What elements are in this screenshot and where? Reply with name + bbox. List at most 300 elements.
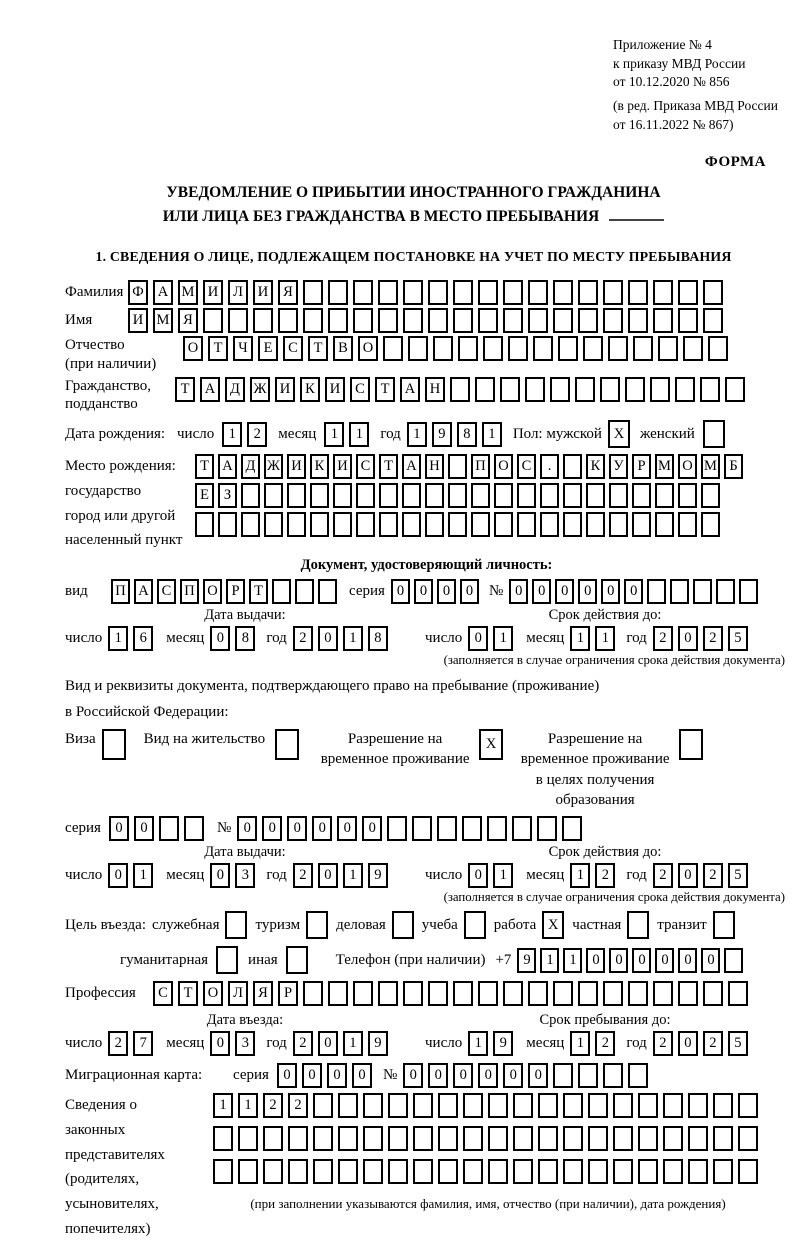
char-box[interactable]: 9 xyxy=(368,1031,388,1056)
char-box[interactable] xyxy=(713,1093,733,1118)
char-box[interactable] xyxy=(463,1159,483,1184)
char-box[interactable] xyxy=(563,512,582,537)
char-box[interactable] xyxy=(363,1093,383,1118)
char-box[interactable] xyxy=(438,1093,458,1118)
char-box[interactable]: М xyxy=(701,454,720,479)
char-box[interactable] xyxy=(303,308,323,333)
char-box[interactable]: А xyxy=(218,454,237,479)
char-box[interactable] xyxy=(388,1159,408,1184)
char-box[interactable]: В xyxy=(333,336,353,361)
identity-series-boxes[interactable] xyxy=(391,579,483,604)
purpose-humanitarian-checkbox[interactable] xyxy=(216,946,238,974)
char-box[interactable]: 0 xyxy=(528,1063,548,1088)
visa-checkbox[interactable] xyxy=(102,729,126,760)
char-box[interactable] xyxy=(383,336,403,361)
migration-series-boxes[interactable] xyxy=(277,1063,377,1088)
char-box[interactable]: 0 xyxy=(391,579,410,604)
char-box[interactable]: Е xyxy=(195,483,214,508)
char-box[interactable]: 0 xyxy=(414,579,433,604)
char-box[interactable]: Р xyxy=(226,579,245,604)
char-box[interactable] xyxy=(533,336,553,361)
char-box[interactable] xyxy=(213,1159,233,1184)
char-box[interactable]: А xyxy=(400,377,420,402)
char-box[interactable]: 2 xyxy=(703,863,723,888)
char-box[interactable]: Б xyxy=(724,454,743,479)
char-box[interactable] xyxy=(503,280,523,305)
char-box[interactable]: Я xyxy=(278,280,298,305)
char-box[interactable]: 1 xyxy=(595,626,615,651)
char-box[interactable]: 1 xyxy=(343,1031,363,1056)
char-box[interactable]: Е xyxy=(258,336,278,361)
char-box[interactable] xyxy=(448,454,467,479)
char-box[interactable] xyxy=(650,377,670,402)
char-box[interactable]: 2 xyxy=(247,422,267,447)
identity-issue-day[interactable] xyxy=(108,626,158,651)
purpose-work-checkbox[interactable]: X xyxy=(542,911,564,939)
char-box[interactable]: 5 xyxy=(728,626,748,651)
char-box[interactable] xyxy=(563,454,582,479)
char-box[interactable]: 2 xyxy=(595,863,615,888)
char-box[interactable] xyxy=(558,336,578,361)
residence-number-boxes[interactable] xyxy=(237,816,587,841)
char-box[interactable] xyxy=(603,1063,623,1088)
char-box[interactable]: 0 xyxy=(678,626,698,651)
char-box[interactable]: Н xyxy=(425,454,444,479)
char-box[interactable]: М xyxy=(655,454,674,479)
identity-expiry-year[interactable] xyxy=(653,626,753,651)
char-box[interactable] xyxy=(475,377,495,402)
char-box[interactable] xyxy=(463,1126,483,1151)
char-box[interactable]: 3 xyxy=(235,863,255,888)
char-box[interactable] xyxy=(563,1159,583,1184)
char-box[interactable]: 0 xyxy=(453,1063,473,1088)
char-box[interactable] xyxy=(512,816,532,841)
char-box[interactable] xyxy=(632,483,651,508)
char-box[interactable] xyxy=(425,483,444,508)
char-box[interactable] xyxy=(586,512,605,537)
char-box[interactable] xyxy=(379,483,398,508)
char-box[interactable] xyxy=(438,1126,458,1151)
char-box[interactable]: 2 xyxy=(595,1031,615,1056)
char-box[interactable]: 1 xyxy=(563,948,582,973)
char-box[interactable]: С xyxy=(283,336,303,361)
char-box[interactable] xyxy=(338,1159,358,1184)
char-box[interactable] xyxy=(353,280,373,305)
char-box[interactable]: 0 xyxy=(318,1031,338,1056)
char-box[interactable] xyxy=(678,483,697,508)
profession-boxes[interactable] xyxy=(153,981,753,1006)
char-box[interactable] xyxy=(653,280,673,305)
char-box[interactable] xyxy=(724,948,743,973)
char-box[interactable] xyxy=(678,512,697,537)
residence-issue-day[interactable] xyxy=(108,863,158,888)
char-box[interactable]: 0 xyxy=(632,948,651,973)
char-box[interactable]: К xyxy=(586,454,605,479)
char-box[interactable] xyxy=(725,377,745,402)
char-box[interactable]: К xyxy=(310,454,329,479)
char-box[interactable] xyxy=(716,579,735,604)
char-box[interactable]: 1 xyxy=(108,626,128,651)
char-box[interactable]: 0 xyxy=(655,948,674,973)
char-box[interactable]: 1 xyxy=(482,422,502,447)
char-box[interactable] xyxy=(517,512,536,537)
char-box[interactable]: 0 xyxy=(678,863,698,888)
char-box[interactable] xyxy=(609,483,628,508)
char-box[interactable] xyxy=(583,336,603,361)
char-box[interactable]: 0 xyxy=(609,948,628,973)
purpose-study-checkbox[interactable] xyxy=(464,911,486,939)
char-box[interactable] xyxy=(513,1093,533,1118)
char-box[interactable] xyxy=(683,336,703,361)
char-box[interactable] xyxy=(578,1063,598,1088)
sex-male-checkbox[interactable]: X xyxy=(608,420,630,448)
char-box[interactable] xyxy=(525,377,545,402)
char-box[interactable]: И xyxy=(203,280,223,305)
char-box[interactable]: 8 xyxy=(457,422,477,447)
char-box[interactable] xyxy=(238,1159,258,1184)
char-box[interactable]: 1 xyxy=(324,422,344,447)
char-box[interactable] xyxy=(500,377,520,402)
char-box[interactable] xyxy=(338,1093,358,1118)
char-box[interactable]: 1 xyxy=(349,422,369,447)
char-box[interactable] xyxy=(663,1093,683,1118)
legal-reps-row3[interactable] xyxy=(213,1159,763,1184)
char-box[interactable] xyxy=(378,280,398,305)
char-box[interactable]: 5 xyxy=(728,863,748,888)
char-box[interactable] xyxy=(550,377,570,402)
char-box[interactable] xyxy=(388,1126,408,1151)
char-box[interactable]: Т xyxy=(249,579,268,604)
char-box[interactable]: 1 xyxy=(493,863,513,888)
char-box[interactable] xyxy=(625,377,645,402)
char-box[interactable]: 2 xyxy=(653,863,673,888)
char-box[interactable] xyxy=(378,308,398,333)
phone-digit-boxes[interactable] xyxy=(517,948,747,973)
char-box[interactable] xyxy=(438,1159,458,1184)
birthplace-row3[interactable] xyxy=(195,512,747,537)
char-box[interactable]: 5 xyxy=(728,1031,748,1056)
char-box[interactable] xyxy=(402,483,421,508)
char-box[interactable] xyxy=(670,579,689,604)
residence-expiry-day[interactable] xyxy=(468,863,518,888)
char-box[interactable]: А xyxy=(402,454,421,479)
char-box[interactable]: 2 xyxy=(263,1093,283,1118)
char-box[interactable] xyxy=(628,308,648,333)
char-box[interactable] xyxy=(628,981,648,1006)
char-box[interactable]: 2 xyxy=(293,626,313,651)
legal-reps-row1[interactable] xyxy=(213,1093,763,1118)
char-box[interactable] xyxy=(288,1159,308,1184)
char-box[interactable]: М xyxy=(178,280,198,305)
char-box[interactable]: П xyxy=(180,579,199,604)
char-box[interactable]: И xyxy=(128,308,148,333)
char-box[interactable]: 0 xyxy=(468,626,488,651)
char-box[interactable] xyxy=(278,308,298,333)
char-box[interactable] xyxy=(356,512,375,537)
char-box[interactable]: 0 xyxy=(678,1031,698,1056)
char-box[interactable]: 0 xyxy=(318,863,338,888)
char-box[interactable] xyxy=(700,377,720,402)
char-box[interactable]: 2 xyxy=(703,626,723,651)
char-box[interactable] xyxy=(578,280,598,305)
char-box[interactable]: С xyxy=(157,579,176,604)
char-box[interactable]: О xyxy=(358,336,378,361)
char-box[interactable]: 0 xyxy=(678,948,697,973)
char-box[interactable] xyxy=(313,1093,333,1118)
char-box[interactable] xyxy=(363,1159,383,1184)
char-box[interactable] xyxy=(437,816,457,841)
char-box[interactable]: И xyxy=(287,454,306,479)
legal-reps-row2[interactable] xyxy=(213,1126,763,1151)
char-box[interactable]: 1 xyxy=(133,863,153,888)
identity-issue-year[interactable] xyxy=(293,626,393,651)
char-box[interactable]: Т xyxy=(375,377,395,402)
char-box[interactable]: О xyxy=(203,579,222,604)
char-box[interactable] xyxy=(388,1093,408,1118)
char-box[interactable] xyxy=(494,483,513,508)
char-box[interactable] xyxy=(688,1159,708,1184)
char-box[interactable] xyxy=(433,336,453,361)
char-box[interactable] xyxy=(288,1126,308,1151)
char-box[interactable] xyxy=(310,483,329,508)
char-box[interactable]: О xyxy=(203,981,223,1006)
char-box[interactable] xyxy=(609,512,628,537)
residence-expiry-year[interactable] xyxy=(653,863,753,888)
char-box[interactable]: А xyxy=(153,280,173,305)
char-box[interactable] xyxy=(488,1093,508,1118)
char-box[interactable]: 9 xyxy=(432,422,452,447)
char-box[interactable] xyxy=(353,308,373,333)
birthplace-row1[interactable] xyxy=(195,454,747,479)
char-box[interactable] xyxy=(478,308,498,333)
char-box[interactable]: С xyxy=(153,981,173,1006)
char-box[interactable] xyxy=(413,1159,433,1184)
char-box[interactable]: Т xyxy=(308,336,328,361)
char-box[interactable]: З xyxy=(218,483,237,508)
char-box[interactable] xyxy=(313,1159,333,1184)
char-box[interactable] xyxy=(503,981,523,1006)
char-box[interactable] xyxy=(563,1093,583,1118)
char-box[interactable] xyxy=(333,512,352,537)
char-box[interactable] xyxy=(738,1126,758,1151)
char-box[interactable]: 0 xyxy=(624,579,643,604)
identity-issue-month[interactable] xyxy=(210,626,260,651)
char-box[interactable]: Ж xyxy=(264,454,283,479)
char-box[interactable]: 0 xyxy=(337,816,357,841)
char-box[interactable]: 0 xyxy=(352,1063,372,1088)
char-box[interactable] xyxy=(408,336,428,361)
char-box[interactable] xyxy=(264,483,283,508)
char-box[interactable] xyxy=(471,483,490,508)
char-box[interactable]: 1 xyxy=(407,422,427,447)
char-box[interactable] xyxy=(613,1159,633,1184)
char-box[interactable] xyxy=(253,308,273,333)
char-box[interactable] xyxy=(488,1126,508,1151)
char-box[interactable] xyxy=(287,483,306,508)
char-box[interactable] xyxy=(328,280,348,305)
char-box[interactable] xyxy=(450,377,470,402)
char-box[interactable] xyxy=(494,512,513,537)
char-box[interactable]: 3 xyxy=(235,1031,255,1056)
char-box[interactable]: Я xyxy=(253,981,273,1006)
purpose-other-checkbox[interactable] xyxy=(286,946,308,974)
identity-kind-boxes[interactable] xyxy=(111,579,341,604)
char-box[interactable] xyxy=(588,1126,608,1151)
char-box[interactable]: 0 xyxy=(437,579,456,604)
char-box[interactable]: 0 xyxy=(287,816,307,841)
char-box[interactable]: С xyxy=(517,454,536,479)
char-box[interactable] xyxy=(553,308,573,333)
char-box[interactable]: П xyxy=(471,454,490,479)
char-box[interactable]: 1 xyxy=(570,1031,590,1056)
migration-number-boxes[interactable] xyxy=(403,1063,653,1088)
char-box[interactable]: А xyxy=(134,579,153,604)
char-box[interactable] xyxy=(517,483,536,508)
char-box[interactable] xyxy=(462,816,482,841)
char-box[interactable] xyxy=(653,308,673,333)
char-box[interactable]: О xyxy=(678,454,697,479)
char-box[interactable] xyxy=(678,308,698,333)
char-box[interactable]: У xyxy=(609,454,628,479)
char-box[interactable] xyxy=(303,981,323,1006)
char-box[interactable] xyxy=(478,981,498,1006)
char-box[interactable]: О xyxy=(494,454,513,479)
char-box[interactable]: 1 xyxy=(343,863,363,888)
char-box[interactable] xyxy=(428,280,448,305)
char-box[interactable] xyxy=(318,579,337,604)
char-box[interactable] xyxy=(488,1159,508,1184)
char-box[interactable]: Ж xyxy=(250,377,270,402)
char-box[interactable]: 8 xyxy=(368,626,388,651)
char-box[interactable] xyxy=(713,1126,733,1151)
char-box[interactable] xyxy=(503,308,523,333)
char-box[interactable] xyxy=(458,336,478,361)
char-box[interactable] xyxy=(356,483,375,508)
char-box[interactable]: 0 xyxy=(237,816,257,841)
char-box[interactable] xyxy=(563,1126,583,1151)
char-box[interactable]: 1 xyxy=(213,1093,233,1118)
char-box[interactable] xyxy=(478,280,498,305)
char-box[interactable]: 0 xyxy=(578,579,597,604)
char-box[interactable] xyxy=(303,280,323,305)
char-box[interactable] xyxy=(663,1126,683,1151)
char-box[interactable] xyxy=(678,280,698,305)
char-box[interactable] xyxy=(353,981,373,1006)
residence-permit-checkbox[interactable] xyxy=(275,729,299,760)
char-box[interactable] xyxy=(701,483,720,508)
char-box[interactable]: 8 xyxy=(235,626,255,651)
char-box[interactable] xyxy=(537,816,557,841)
char-box[interactable] xyxy=(708,336,728,361)
char-box[interactable] xyxy=(603,981,623,1006)
char-box[interactable] xyxy=(403,981,423,1006)
char-box[interactable]: 0 xyxy=(701,948,720,973)
char-box[interactable] xyxy=(328,981,348,1006)
char-box[interactable]: 0 xyxy=(532,579,551,604)
char-box[interactable]: Л xyxy=(228,981,248,1006)
char-box[interactable] xyxy=(528,981,548,1006)
char-box[interactable] xyxy=(363,1126,383,1151)
char-box[interactable] xyxy=(538,1093,558,1118)
char-box[interactable]: 0 xyxy=(362,816,382,841)
char-box[interactable] xyxy=(655,512,674,537)
char-box[interactable] xyxy=(528,308,548,333)
char-box[interactable] xyxy=(241,483,260,508)
residence-issue-year[interactable] xyxy=(293,863,393,888)
patronymic-boxes[interactable] xyxy=(183,336,733,361)
char-box[interactable]: 0 xyxy=(277,1063,297,1088)
char-box[interactable]: Т xyxy=(379,454,398,479)
char-box[interactable] xyxy=(425,512,444,537)
char-box[interactable] xyxy=(701,512,720,537)
char-box[interactable] xyxy=(287,512,306,537)
char-box[interactable] xyxy=(403,308,423,333)
char-box[interactable] xyxy=(663,1159,683,1184)
char-box[interactable]: П xyxy=(111,579,130,604)
char-box[interactable] xyxy=(603,308,623,333)
char-box[interactable] xyxy=(739,579,758,604)
char-box[interactable] xyxy=(264,512,283,537)
temp-residence-checkbox[interactable]: X xyxy=(479,729,503,760)
birthplace-row2[interactable] xyxy=(195,483,747,508)
char-box[interactable] xyxy=(553,981,573,1006)
char-box[interactable]: 0 xyxy=(503,1063,523,1088)
char-box[interactable] xyxy=(633,336,653,361)
char-box[interactable]: 1 xyxy=(468,1031,488,1056)
char-box[interactable] xyxy=(448,483,467,508)
char-box[interactable] xyxy=(586,483,605,508)
char-box[interactable] xyxy=(538,1126,558,1151)
char-box[interactable]: 9 xyxy=(517,948,536,973)
purpose-transit-checkbox[interactable] xyxy=(713,911,735,939)
char-box[interactable] xyxy=(453,280,473,305)
char-box[interactable] xyxy=(538,1159,558,1184)
char-box[interactable]: 0 xyxy=(403,1063,423,1088)
entry-month[interactable] xyxy=(210,1031,260,1056)
char-box[interactable]: 1 xyxy=(343,626,363,651)
char-box[interactable]: 0 xyxy=(134,816,154,841)
purpose-official-checkbox[interactable] xyxy=(225,911,247,939)
char-box[interactable]: 0 xyxy=(108,863,128,888)
char-box[interactable] xyxy=(218,512,237,537)
char-box[interactable] xyxy=(272,579,291,604)
char-box[interactable] xyxy=(738,1159,758,1184)
char-box[interactable] xyxy=(328,308,348,333)
char-box[interactable] xyxy=(655,483,674,508)
char-box[interactable] xyxy=(379,512,398,537)
char-box[interactable] xyxy=(213,1126,233,1151)
char-box[interactable] xyxy=(688,1093,708,1118)
char-box[interactable] xyxy=(513,1159,533,1184)
char-box[interactable] xyxy=(413,1126,433,1151)
char-box[interactable]: Т xyxy=(208,336,228,361)
char-box[interactable] xyxy=(378,981,398,1006)
char-box[interactable]: Р xyxy=(632,454,651,479)
char-box[interactable]: 9 xyxy=(493,1031,513,1056)
char-box[interactable]: Ч xyxy=(233,336,253,361)
char-box[interactable] xyxy=(159,816,179,841)
char-box[interactable] xyxy=(603,280,623,305)
char-box[interactable]: Т xyxy=(195,454,214,479)
char-box[interactable]: 2 xyxy=(293,863,313,888)
char-box[interactable]: 0 xyxy=(586,948,605,973)
char-box[interactable] xyxy=(703,981,723,1006)
char-box[interactable] xyxy=(608,336,628,361)
char-box[interactable] xyxy=(600,377,620,402)
char-box[interactable] xyxy=(613,1093,633,1118)
purpose-tourism-checkbox[interactable] xyxy=(306,911,328,939)
identity-number-boxes[interactable] xyxy=(509,579,762,604)
